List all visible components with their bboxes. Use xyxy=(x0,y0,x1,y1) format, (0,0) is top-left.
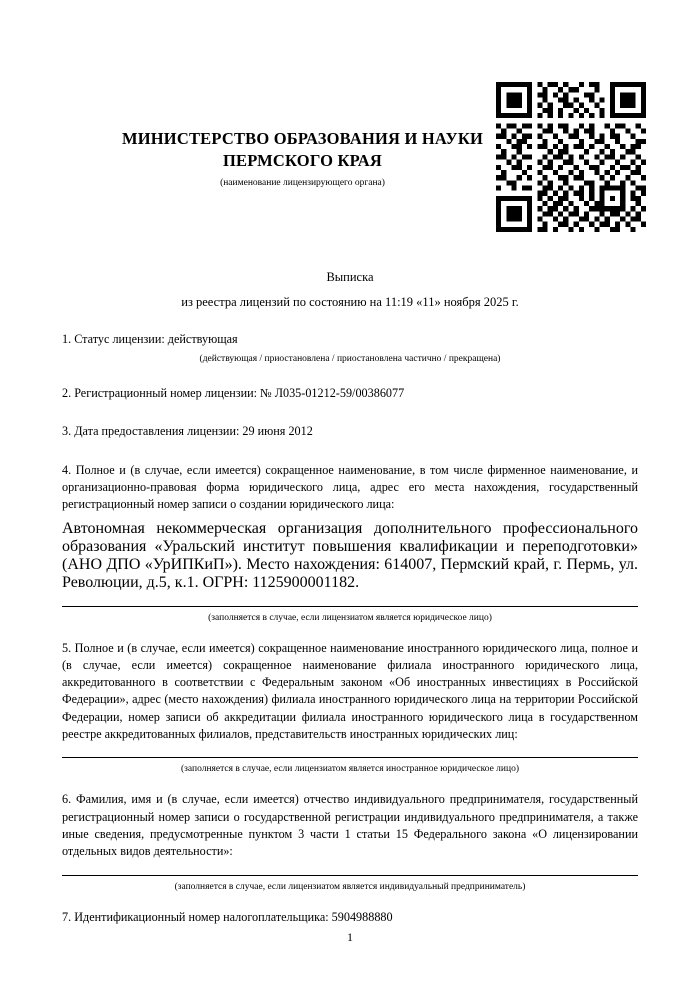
org-title-line1: МИНИСТЕРСТВО ОБРАЗОВАНИЯ И НАУКИ xyxy=(121,129,484,148)
item-reg-number: 2. Регистрационный номер лицензии: № Л035-01212-59/00386077 xyxy=(62,385,405,400)
item-legal-entity-value: Автономная некоммерческая организация дополнительного профессионального образования «Уральский институт повышения квалификации и переподготовки» (АНО ДПО «УрИПКиП»). Место нахождения: 614007, Пермский край, г. Пермь, ул. Революции, д.5, к.1. ОГРН: 1125900001182. xyxy=(62,519,638,591)
item-date: 3. Дата предоставления лицензии: 29 июня 2012 xyxy=(62,424,313,439)
item-status: 1. Статус лицензии: действующая xyxy=(62,331,238,346)
item-legal-entity-value-block xyxy=(62,520,638,592)
item-inn: 7. Идентификационный номер налогоплательщика: 5904988880 xyxy=(62,909,393,924)
item-foreign-entity: 5. Полное и (в случае, если имеется) сокращенное наименование иностранного юридического лица, полное и (в случае, если имеется) сокращенное наименование филиала иностранного юридического лица, аккредитованного в соответствии с Федеральным законом «Об иностранных инвестициях в Российской Федерации», адрес (место нахождения) филиала иностранного юридического лица на территории Российской Федерации, номер записи об аккредитации филиала иностранного юридического лица в государственном реестре аккредитованных филиалов, представительств иностранных юридических лиц: xyxy=(62,640,638,742)
qr-code xyxy=(496,82,646,232)
item-legal-entity: 4. Полное и (в случае, если имеется) сокращенное наименование, в том числе фирменное наименование, и организационно-правовая форма юридического лица, адрес его места нахождения, государственный регистрационный номер записи о создании юридического лица: xyxy=(62,462,638,512)
document-kind: Выписка xyxy=(326,269,374,284)
item-foreign-entity-rule xyxy=(62,757,638,758)
item-individual-entrepreneur-rule xyxy=(62,875,638,876)
item-legal-entity-rule xyxy=(62,606,638,607)
item-foreign-entity-note: (заполняется в случае, если лицензиатом является иностранное юридическое лицо) xyxy=(181,764,519,775)
org-title-line2: ПЕРМСКОГО КРАЯ xyxy=(222,151,383,171)
item-individual-entrepreneur-note: (заполняется в случае, если лицензиатом является индивидуальный предприниматель) xyxy=(174,881,526,892)
item-individual-entrepreneur: 6. Фамилия, имя и (в случае, если имеется) отчество индивидуального предпринимателя, государственный регистрационный номер записи о государственной регистрации индивидуального предпринимателя, а также иные сведения, предусмотренные пунктом 3 части 1 статьи 15 Федерального закона «О лицензировании отдельных видов деятельности»: xyxy=(62,792,638,859)
document-subtitle: из реестра лицензий по состоянию на 11:19 «11» ноября 2025 г. xyxy=(181,294,519,309)
item-legal-entity-note: (заполняется в случае, если лицензиатом является юридическое лицо) xyxy=(208,612,492,623)
item-status-note: (действующая / приостановлена / приостановлена частично / прекращена) xyxy=(199,353,501,364)
org-caption: (наименование лицензирующего органа) xyxy=(220,177,385,188)
qr-code-image xyxy=(496,82,646,232)
page-number: 1 xyxy=(347,930,353,944)
